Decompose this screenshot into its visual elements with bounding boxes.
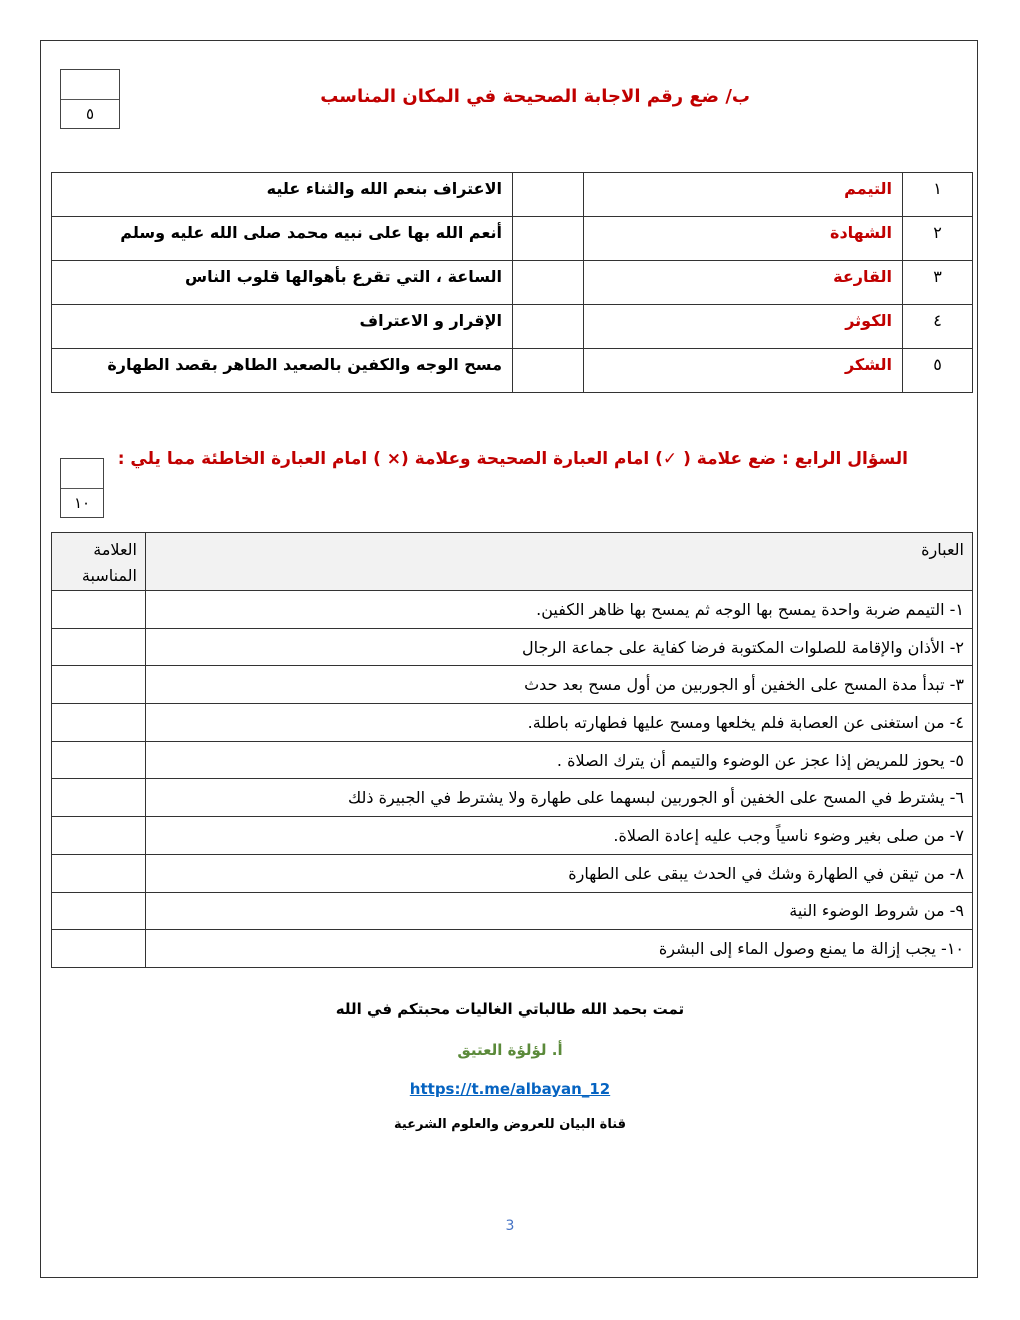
mark-header (52, 533, 146, 591)
section-b-score-box (60, 69, 120, 129)
statement-cell: ٢- الأذان والإقامة للصلوات المكتوبة فرضا كفاية على جماعة الرجال (146, 628, 973, 666)
definition-cell: مسح الوجه والكفين بالصعيد الطاهر بقصد الطهارة (52, 349, 513, 393)
question-4-score-box (60, 458, 104, 518)
score-value: ١٠ (73, 494, 91, 512)
link-wrapper (0, 1079, 1020, 1098)
row-number: ٢ (903, 217, 973, 261)
statement-header: العبارة (146, 533, 973, 591)
table-row (52, 892, 973, 930)
section-b-title: ب/ ضع رقم الاجابة الصحيحة في المكان المناسب (320, 86, 750, 107)
mark-cell[interactable] (52, 628, 146, 666)
score-value: ٥ (85, 105, 95, 123)
mark-cell[interactable] (52, 930, 146, 968)
author-name: أ. لؤلؤة العتيق (457, 1041, 563, 1059)
mark-cell[interactable] (52, 704, 146, 742)
term-cell: الكوثر (584, 305, 903, 349)
definition-cell: أنعم الله بها على نبيه محمد صلى الله عليه وسلم (52, 217, 513, 261)
table-row (52, 854, 973, 892)
mark-cell[interactable] (52, 854, 146, 892)
answer-cell[interactable] (513, 173, 584, 217)
definition-cell: الاعتراف بنعم الله والثناء عليه (52, 173, 513, 217)
statement-cell: ٧- من صلى بغير وضوء ناسياً وجب عليه إعادة الصلاة. (146, 817, 973, 855)
closing-text: تمت بحمد الله طالباتي الغاليات محبتكم في الله (335, 1000, 685, 1018)
statement-cell: ٩- من شروط الوضوء النية (146, 892, 973, 930)
mark-header-line2: المناسبة (81, 566, 137, 585)
table-row (52, 261, 973, 305)
question-4-title: السؤال الرابع : ضع علامة ( ✓) امام العبارة الصحيحة وعلامة (× ) امام العبارة الخاطئة مما يلي : (117, 449, 908, 469)
term-cell: الشكر (584, 349, 903, 393)
term-cell: الشهادة (584, 217, 903, 261)
table-row (52, 591, 973, 629)
table-row (52, 173, 973, 217)
row-number: ٤ (903, 305, 973, 349)
table-row (52, 817, 973, 855)
table-row (52, 305, 973, 349)
mark-header-line1: العلامة (93, 540, 137, 559)
matching-table (51, 172, 973, 393)
statement-cell: ٥- يحوز للمريض إذا عجز عن الوضوء والتيمم أن يترك الصلاة . (146, 741, 973, 779)
table-row (52, 666, 973, 704)
score-box-blank (61, 459, 103, 489)
answer-cell[interactable] (513, 305, 584, 349)
table-row (52, 930, 973, 968)
mark-cell[interactable] (52, 741, 146, 779)
statement-cell: ٦- يشترط في المسح على الخفين أو الجوربين لبسهما على طهارة ولا يشترط في الجبيرة ذلك (146, 779, 973, 817)
mark-cell[interactable] (52, 779, 146, 817)
answer-cell[interactable] (513, 349, 584, 393)
table-row (52, 704, 973, 742)
table-row (52, 349, 973, 393)
table-row (52, 741, 973, 779)
definition-cell: الساعة ، التي تقرع بأهوالها قلوب الناس (52, 261, 513, 305)
answer-cell[interactable] (513, 217, 584, 261)
mark-cell[interactable] (52, 817, 146, 855)
row-number: ٥ (903, 349, 973, 393)
statement-cell: ٣- تبدأ مدة المسح على الخفين أو الجوربين من أول مسح بعد حدث (146, 666, 973, 704)
definition-cell: الإقرار و الاعتراف (52, 305, 513, 349)
table-row (52, 217, 973, 261)
score-box-blank (61, 70, 119, 100)
statement-cell: ٤- من استغنى عن العصابة فلم يخلعها ومسح عليها فطهارته باطلة. (146, 704, 973, 742)
term-cell: التيمم (584, 173, 903, 217)
statement-cell: ١٠- يجب إزالة ما يمنع وصول الماء إلى البشرة (146, 930, 973, 968)
mark-cell[interactable] (52, 892, 146, 930)
mark-cell[interactable] (52, 591, 146, 629)
table-row (52, 628, 973, 666)
true-false-table (51, 532, 973, 968)
telegram-link[interactable]: https://t.me/albayan_12 (409, 1080, 611, 1098)
mark-cell[interactable] (52, 666, 146, 704)
table-row (52, 779, 973, 817)
row-number: ١ (903, 173, 973, 217)
term-cell: القارعة (584, 261, 903, 305)
channel-name: قناة البيان للعروض والعلوم الشرعية (393, 1117, 627, 1132)
statement-cell: ٨- من تيقن في الطهارة وشك في الحدث يبقى على الطهارة (146, 854, 973, 892)
table-header-row (52, 533, 973, 591)
statement-cell: ١- التيمم ضربة واحدة يمسح بها الوجه ثم يمسح بها ظاهر الكفين. (146, 591, 973, 629)
answer-cell[interactable] (513, 261, 584, 305)
page-number: 3 (505, 1218, 515, 1234)
row-number: ٣ (903, 261, 973, 305)
